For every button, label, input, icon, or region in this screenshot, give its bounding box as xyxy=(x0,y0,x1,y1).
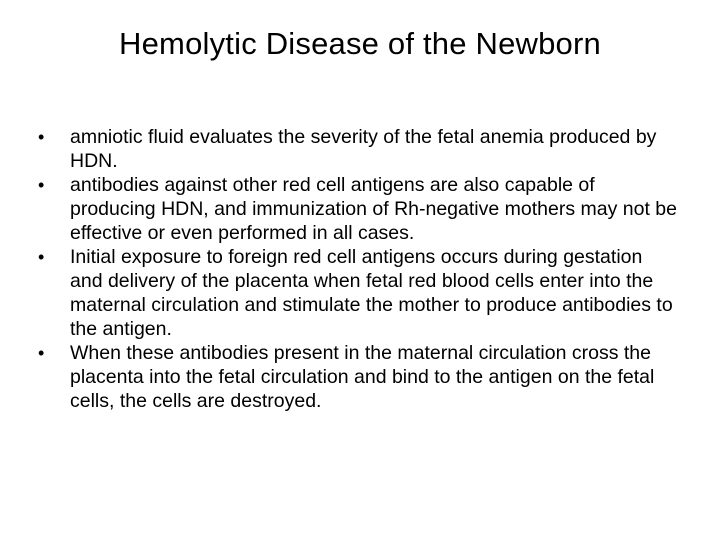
bullet-icon: • xyxy=(38,247,45,267)
bullet-icon: • xyxy=(38,127,45,147)
bullet-item xyxy=(38,173,678,245)
bullet-item xyxy=(38,245,678,341)
bullet-text: antibodies against other red cell antigens are also capable of producing HDN, and immunization of Rh-negative mothers may not be effective or even performed in all cases. xyxy=(70,174,677,244)
bullet-list xyxy=(38,125,678,413)
bullet-text: Initial exposure to foreign red cell antigens occurs during gestation and delivery of the placenta when fetal red blood cells enter into the maternal circulation and stimulate the mother to produce antibodies to the antigen. xyxy=(70,246,673,340)
bullet-icon: • xyxy=(38,343,45,363)
bullet-item xyxy=(38,125,678,173)
slide-title: Hemolytic Disease of the Newborn xyxy=(119,26,601,61)
bullet-text: When these antibodies present in the maternal circulation cross the placenta into the fetal circulation and bind to the antigen on the fetal cells, the cells are destroyed. xyxy=(70,342,655,412)
bullet-item xyxy=(38,341,678,413)
bullet-icon: • xyxy=(38,175,45,195)
bullet-text: amniotic fluid evaluates the severity of the fetal anemia produced by HDN. xyxy=(70,126,657,172)
